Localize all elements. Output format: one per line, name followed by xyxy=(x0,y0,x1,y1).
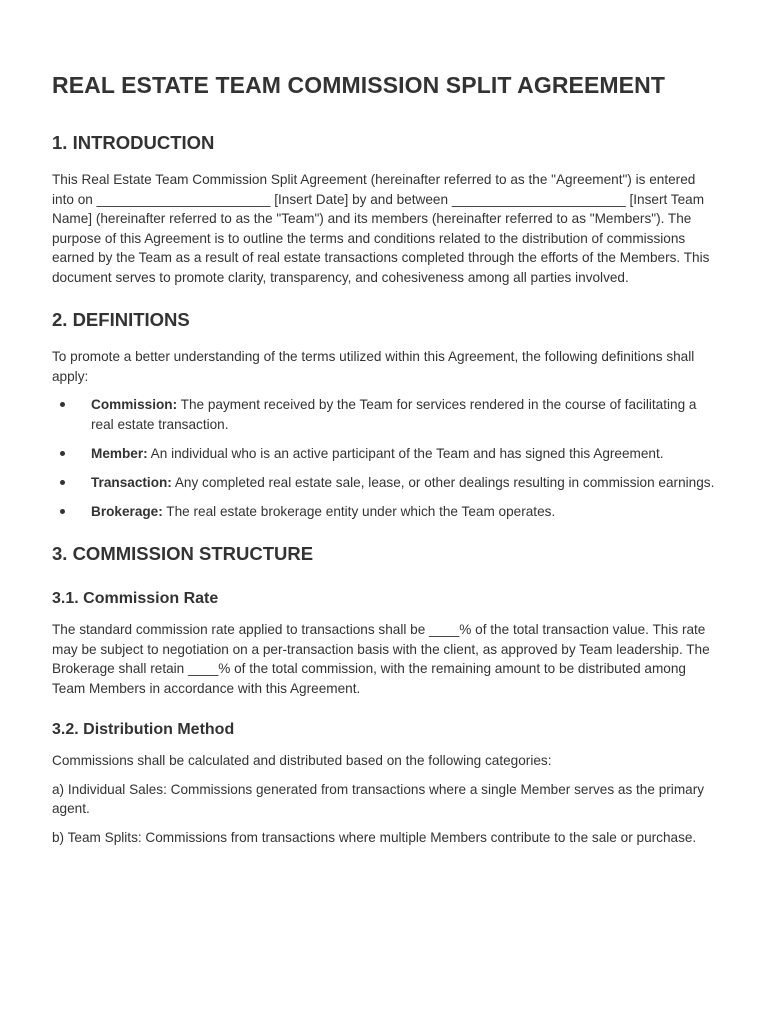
section-commission-structure xyxy=(52,543,720,847)
definitions-heading: 2. DEFINITIONS xyxy=(52,309,190,330)
section-introduction xyxy=(52,132,720,287)
distribution-intro: Commissions shall be calculated and distributed based on the following categories: xyxy=(52,753,552,768)
definition-term: Member: xyxy=(91,445,148,461)
subsection-commission-rate xyxy=(52,589,720,698)
section-definitions xyxy=(52,309,720,521)
definition-term: Transaction: xyxy=(91,474,172,490)
document-title: REAL ESTATE TEAM COMMISSION SPLIT AGREEMENT xyxy=(52,72,665,98)
distribution-method-heading: 3.2. Distribution Method xyxy=(52,721,235,738)
bullet-icon xyxy=(60,509,65,514)
commission-structure-heading: 3. COMMISSION STRUCTURE xyxy=(52,543,314,564)
definition-item-commission xyxy=(52,395,720,434)
distribution-item-b: b) Team Splits: Commissions from transactions where multiple Members contribute to the sale or purchase. xyxy=(52,829,697,845)
document-page xyxy=(52,68,720,856)
distribution-item-a: a) Individual Sales: Commissions generated from transactions where a single Member serves as the primary agent. xyxy=(52,781,705,816)
subsection-distribution-method xyxy=(52,720,720,847)
commission-rate-paragraph: The standard commission rate applied to transactions shall be ____% of the total transaction value. This rate may be subject to negotiation on a per-transaction basis with the client, as approved by Team leadership. The Brokerage shall retain ____% of the total commission, with the remaining amount to be distributed among Team Members in accordance with this Agreement. xyxy=(52,622,710,696)
definition-item-member xyxy=(52,444,720,464)
definition-text: The real estate brokerage entity under which the Team operates. xyxy=(162,503,556,519)
bullet-icon xyxy=(60,451,65,456)
definition-text: Any completed real estate sale, lease, or other dealings resulting in commission earnings. xyxy=(171,474,715,490)
introduction-paragraph: This Real Estate Team Commission Split Agreement (hereinafter referred to as the "Agreement") is entered into on _______________________ [Insert Date] by and between _______________________ [Insert Team Name] (hereinafter referred to as the "Team") and its members (hereinafter referred to as "Members"). The purpose of this Agreement is to outline the terms and conditions related to the distribution of commissions earned by the Team as a result of real estate transactions completed through the efforts of the Members. This document serves to promote clarity, transparency, and cohesiveness among all parties involved. xyxy=(52,172,710,285)
definition-item-brokerage xyxy=(52,502,720,522)
definitions-intro: To promote a better understanding of the terms utilized within this Agreement, the following definitions shall apply: xyxy=(52,349,695,384)
definition-term: Commission: xyxy=(91,397,178,412)
definitions-list xyxy=(52,395,720,521)
introduction-heading: 1. INTRODUCTION xyxy=(52,132,215,153)
definition-term: Brokerage: xyxy=(91,503,163,519)
bullet-icon xyxy=(60,480,65,485)
definition-text: An individual who is an active participant of the Team and has signed this Agreement. xyxy=(147,445,664,461)
bullet-icon xyxy=(60,402,65,407)
definition-item-transaction xyxy=(52,473,720,493)
definition-text: The payment received by the Team for services rendered in the course of facilitating a real estate transaction. xyxy=(91,397,697,432)
commission-rate-heading: 3.1. Commission Rate xyxy=(52,590,219,607)
